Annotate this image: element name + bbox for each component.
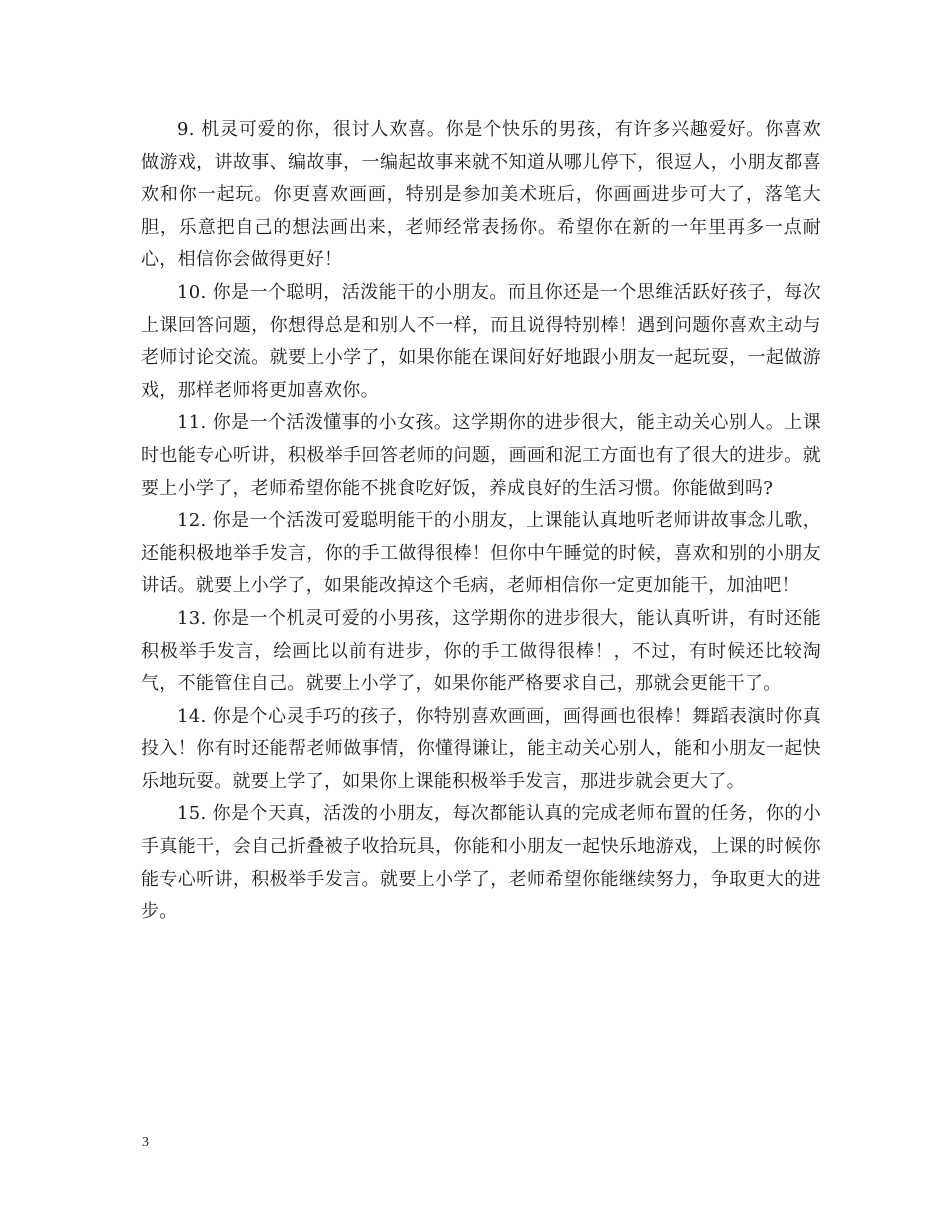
document-body xyxy=(141,114,821,929)
comment-paragraph-10: 10. 你是一个聪明，活泼能干的小朋友。而且你还是一个思维活跃好孩子，每次上课回答问题，你想得总是和别人不一样，而且说得特别棒！遇到问题你喜欢主动与老师讨论交流。就要上小学了，如果你能在课间好好地跟小朋友一起玩耍，一起做游戏，那样老师将更加喜欢你。 xyxy=(141,281,821,401)
comment-paragraph-12: 12. 你是一个活泼可爱聪明能干的小朋友，上课能认真地听老师讲故事念儿歌，还能积极地举手发言，你的手工做得很棒！但你中午睡觉的时候，喜欢和别的小朋友讲话。就要上小学了，如果能改掉这个毛病，老师相信你一定更加能干，加油吧！ xyxy=(141,510,821,597)
comment-paragraph-13: 13. 你是一个机灵可爱的小男孩，这学期你的进步很大，能认真听讲，有时还能积极举手发言，绘画比以前有进步，你的手工做得很棒！，不过，有时候还比较淘气，不能管住自己。就要上小学了，如果你能严格要求自己，那就会更能干了。 xyxy=(141,607,821,695)
comment-paragraph-14: 14. 你是个心灵手巧的孩子，你特别喜欢画画，画得画也很棒！舞蹈表演时你真投入！你有时还能帮老师做事情，你懂得谦让，能主动关心别人，能和小朋友一起快乐地玩耍。就要上学了，如果你上课能积极举手发言，那进步就会更大了。 xyxy=(141,705,821,792)
comment-paragraph-9: 9. 机灵可爱的你，很讨人欢喜。你是个快乐的男孩，有许多兴趣爱好。你喜欢做游戏，讲故事、编故事，一编起故事来就不知道从哪儿停下，很逗人，小朋友都喜欢和你一起玩。你更喜欢画画，特别是参加美术班后，你画画进步可大了，落笔大胆，乐意把自己的想法画出来，老师经常表扬你。希望你在新的一年里再多一点耐心，相信你会做得更好！ xyxy=(141,119,821,271)
page-number: 3 xyxy=(142,1135,149,1150)
comment-paragraph-15: 15. 你是个天真，活泼的小朋友，每次都能认真的完成老师布置的任务，你的小手真能干，会自己折叠被子收拾玩具，你能和小朋友一起快乐地游戏，上课的时候你能专心听讲，积极举手发言。就要上小学了，老师希望你能继续努力，争取更大的进步。 xyxy=(141,803,821,923)
comment-paragraph-11: 11. 你是一个活泼懂事的小女孩。这学期你的进步很大，能主动关心别人。上课时也能专心听讲，积极举手回答老师的问题，画画和泥工方面也有了很大的进步。就要上小学了，老师希望你能不挑食吃好饭，养成良好的生活习惯。你能做到吗? xyxy=(141,412,821,499)
